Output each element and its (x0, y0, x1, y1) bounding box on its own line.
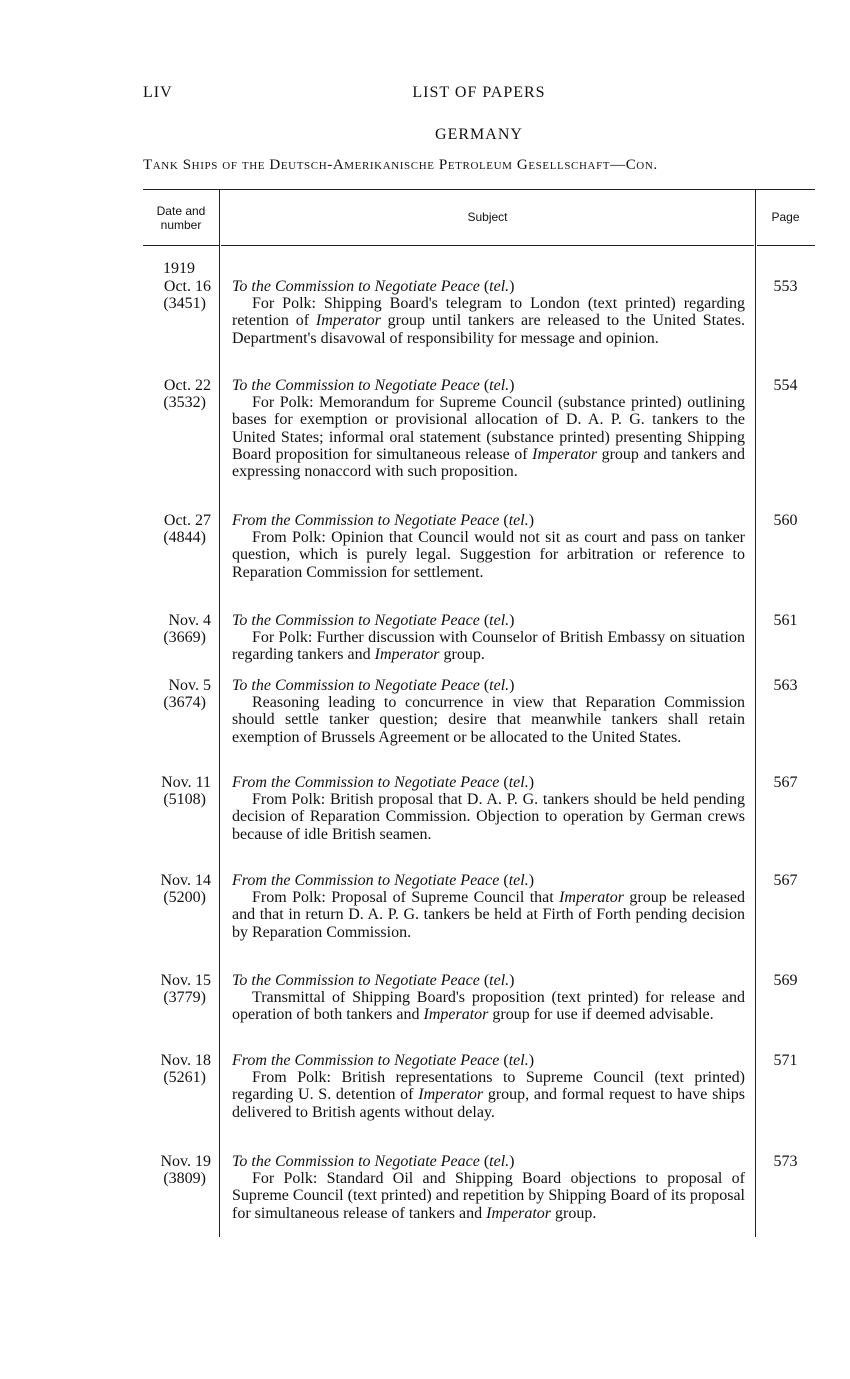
entry-date-cell (141, 512, 211, 546)
entry-date-cell (141, 972, 211, 1006)
entry-heading: From the Commission to Negotiate Peace (tel.) (232, 512, 535, 529)
entry-heading-note: tel. (489, 612, 510, 629)
entry-date: Oct. 27 (163, 512, 211, 529)
table-top-rule (143, 189, 815, 190)
entry-summary: Transmittal of Shipping Board's proposition (text printed) for release and operation of both tankers and Imperator group for use if deemed advisable. (232, 989, 745, 1024)
entry-page: 569 (773, 972, 798, 989)
entry-date: Nov. 5 (168, 677, 211, 694)
column-header-subject: Subject (467, 210, 508, 224)
entry-heading: To the Commission to Negotiate Peace (tel.) (232, 677, 515, 694)
entry-subject (232, 872, 745, 941)
entry-subject (232, 612, 745, 664)
column-header-date: Date and number (156, 204, 206, 232)
entry-heading-note: tel. (489, 278, 510, 295)
page-number: LIV (143, 84, 173, 101)
entry-date: Oct. 16 (163, 278, 211, 295)
entry-date-cell (141, 1052, 211, 1086)
entry-heading: From the Commission to Negotiate Peace (tel.) (232, 774, 535, 791)
entry-summary: From Polk: British proposal that D. A. P. G. tankers should be held pending decision of Reparation Commission. Objection to operation by German crews because of idle British seamen. (232, 791, 745, 843)
entry-page: 573 (773, 1153, 798, 1170)
entry-number: (3451) (163, 295, 206, 313)
entry-page: 554 (773, 377, 798, 394)
entry-number: (3779) (163, 989, 206, 1007)
entry-number: (3809) (163, 1170, 206, 1188)
entry-heading: From the Commission to Negotiate Peace (tel.) (232, 1052, 535, 1069)
entry-heading-note: tel. (508, 512, 529, 529)
entry-subject (232, 1153, 745, 1222)
entry-italic: Imperator (532, 445, 598, 463)
entry-page: 560 (773, 512, 798, 529)
country-heading: GERMANY (435, 126, 523, 143)
entry-italic: Imperator (315, 312, 381, 330)
entry-page: 567 (773, 774, 798, 791)
entry-number: (5108) (163, 791, 206, 809)
entry-page: 571 (773, 1052, 798, 1069)
entry-number: (4844) (163, 529, 206, 547)
entry-subject (232, 377, 745, 480)
header-rule-page (757, 245, 815, 246)
entry-date-cell (141, 612, 211, 646)
entry-page: 563 (773, 677, 798, 694)
entry-date-cell (141, 677, 211, 711)
running-title: LIST OF PAPERS (412, 84, 546, 101)
entry-date-cell (141, 872, 211, 906)
entry-italic: Imperator (418, 1086, 484, 1104)
entry-date: Nov. 18 (160, 1052, 211, 1069)
entry-heading: To the Commission to Negotiate Peace (tel.) (232, 377, 515, 394)
entry-heading-note: tel. (508, 1052, 529, 1069)
entry-number: (5261) (163, 1069, 206, 1087)
entry-italic: Imperator (559, 889, 624, 907)
entry-heading-note: tel. (489, 1153, 510, 1170)
entry-date: Nov. 4 (168, 612, 211, 629)
entry-date-cell (141, 1153, 211, 1187)
entry-date-cell (141, 377, 211, 411)
entry-summary: For Polk: Shipping Board's telegram to London (text printed) regarding retention of Imperator group until tankers are released to the United States. Department's disavowal of responsibility for message and opinion. (232, 295, 746, 347)
entry-date-cell (141, 774, 211, 808)
entry-number: (3532) (163, 394, 206, 412)
entry-heading-note: tel. (489, 377, 510, 394)
entry-heading: To the Commission to Negotiate Peace (tel.) (232, 278, 515, 295)
entry-page: 567 (773, 872, 798, 889)
entry-subject (232, 774, 745, 843)
entry-subject (232, 1052, 745, 1121)
entry-subject (232, 972, 745, 1024)
entry-summary: For Polk: Further discussion with Counselor of British Embassy on situation regarding tankers and Imperator group. (232, 629, 745, 664)
entry-date: Oct. 22 (163, 377, 211, 394)
column-header-page: Page (771, 210, 800, 224)
entry-heading: To the Commission to Negotiate Peace (tel.) (232, 1153, 515, 1170)
entry-heading-note: tel. (508, 774, 529, 791)
entry-italic: Imperator (423, 1006, 489, 1024)
entry-page: 561 (773, 612, 798, 629)
entry-italic: Imperator (374, 646, 440, 664)
entry-heading-note: tel. (489, 677, 510, 694)
entry-subject (232, 677, 745, 746)
entry-date: Nov. 15 (160, 972, 211, 989)
entry-date-cell (141, 278, 211, 312)
entry-date: Nov. 11 (161, 774, 211, 791)
entry-heading: To the Commission to Negotiate Peace (tel.) (232, 612, 515, 629)
entry-heading: To the Commission to Negotiate Peace (tel.) (232, 972, 515, 989)
entry-summary: Reasoning leading to concurrence in view that Reparation Commission should settle tanker question; desire that meanwhile tankers shall retain exemption of Brussels Agreement or be allocated to the United States. (232, 694, 745, 746)
entry-number: (3669) (163, 629, 206, 647)
entry-number: (5200) (163, 889, 206, 907)
entry-summary: From Polk: Opinion that Council would not sit as court and pass on tanker question, which is purely legal. Suggestion for arbitration or reference to Reparation Commission for settlement. (232, 529, 745, 581)
entry-subject (232, 512, 745, 581)
running-head (143, 84, 815, 106)
entry-subject (232, 278, 745, 347)
entry-heading-note: tel. (489, 972, 510, 989)
entry-italic: Imperator (486, 1204, 552, 1222)
entry-number: (3674) (163, 694, 206, 712)
column-divider-date (219, 189, 220, 1237)
entry-date: Nov. 14 (160, 872, 211, 889)
entry-summary: From Polk: British representations to Supreme Council (text printed) regarding U. S. detention of Imperator group, and formal request to have ships delivered to British agents without delay. (232, 1069, 746, 1121)
column-divider-page (755, 189, 756, 1237)
entry-page: 553 (773, 278, 798, 295)
entry-heading-note: tel. (508, 872, 529, 889)
year-label: 1919 (163, 260, 195, 277)
entry-summary: For Polk: Memorandum for Supreme Council (substance printed) outlining bases for exemption or provisional allocation of D. A. P. G. tankers to the United States; informal oral statement (substance printed) presenting Shipping Board proposition for simultaneous release of Imperator group and tankers and expressing nonaccord with such proposition. (232, 394, 745, 481)
entry-summary: From Polk: Proposal of Supreme Council that Imperator group be released and that in return D. A. P. G. tankers be held at Firth of Forth pending decision by Reparation Commission. (232, 889, 745, 941)
entry-summary: For Polk: Standard Oil and Shipping Board objections to proposal of Supreme Council (text printed) and repetition by Shipping Board of its proposal for simultaneous release of tankers and Imperator group. (232, 1170, 745, 1222)
entry-date: Nov. 19 (160, 1153, 211, 1170)
header-rule-date (143, 245, 219, 246)
header-rule-subject (221, 245, 754, 246)
section-title: Tank Ships of the Deutsch-Amerikanische Petroleum Gesellschaft—Con. (143, 157, 658, 173)
entry-heading: From the Commission to Negotiate Peace (tel.) (232, 872, 535, 889)
